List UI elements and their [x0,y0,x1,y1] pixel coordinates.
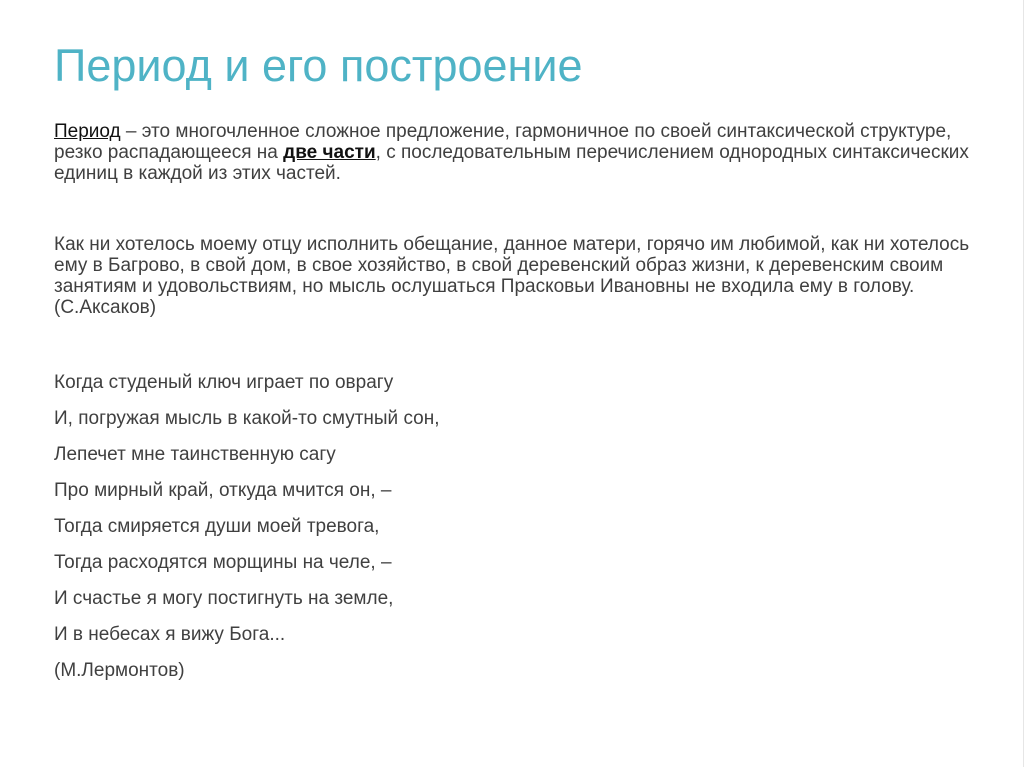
poem-line: Когда студеный ключ играет по оврагу [54,372,394,393]
slide-title: Период и его построение [54,40,583,91]
poem-line: Тогда смиряется души моей тревога, [54,516,380,537]
poem-line: Лепечет мне таинственную сагу [54,444,336,465]
poem-line: Про мирный край, откуда мчится он, – [54,480,392,501]
poem-attribution: (М.Лермонтов) [54,660,185,681]
poem-line: И счастье я могу постигнуть на земле, [54,588,394,609]
poem-line: И в небесах я вижу Бога... [54,624,286,645]
definition-emphasis: две части [283,142,376,163]
example-prose: Как ни хотелось моему отцу исполнить обещание, данное матери, горячо им любимой, как ни хотелось ему в Багрово, в свой дом, в свое хозяйство, в свой деревенский образ жизни, к деревенским своим занятиям и удовольствиям, но мысль ослушаться Прасковьи Ивановны не входила ему в голову. (С.Аксаков) [54,234,970,318]
definition-text-part2: , с последовательным перечислением однородных синтаксических единиц в каждой из этих частей. [54,142,969,184]
poem-list [54,371,440,695]
definition-term: Период [54,121,121,142]
definition-paragraph [54,121,984,184]
definition-text-part1: – это многочленное сложное предложение, гармоничное по своей синтаксической структуре, резко распадающееся на [54,121,952,163]
poem-line: И, погружая мысль в какой-то смутный сон, [54,408,440,429]
poem-line: Тогда расходятся морщины на челе, – [54,552,392,573]
